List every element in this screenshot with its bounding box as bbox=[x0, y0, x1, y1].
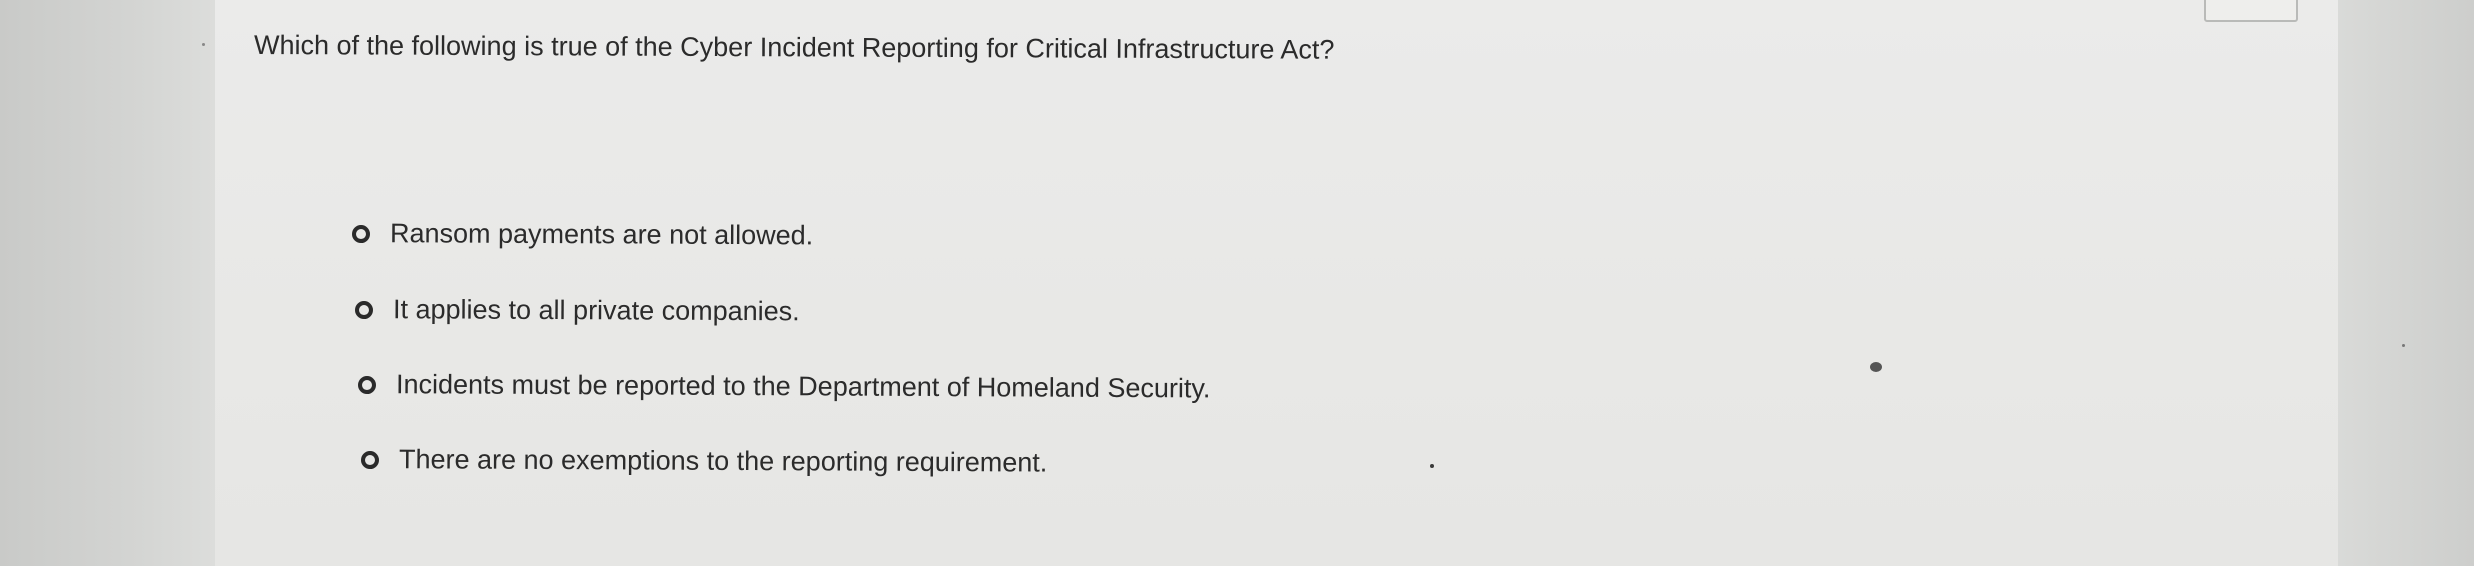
answer-option-3[interactable] bbox=[358, 369, 1211, 404]
quiz-panel bbox=[215, 0, 2338, 566]
question-text: Which of the following is true of the Cyber Incident Reporting for Critical Infrastructure Act? bbox=[253, 30, 1335, 65]
answer-option-label: Incidents must be reported to the Department of Homeland Security. bbox=[395, 369, 1211, 404]
answer-option-label: It applies to all private companies. bbox=[392, 294, 800, 327]
screen-dust-speck bbox=[202, 43, 205, 46]
left-margin-shade bbox=[0, 0, 215, 566]
answer-option-4[interactable] bbox=[361, 444, 1048, 479]
radio-button[interactable] bbox=[355, 301, 373, 319]
radio-button[interactable] bbox=[361, 451, 379, 469]
radio-button[interactable] bbox=[358, 376, 376, 394]
answer-option-label: There are no exemptions to the reporting requirement. bbox=[398, 444, 1048, 478]
radio-button[interactable] bbox=[352, 225, 370, 243]
top-right-button[interactable] bbox=[2204, 0, 2298, 22]
screen-dust-speck bbox=[2402, 344, 2405, 347]
screen-dust-speck bbox=[1870, 362, 1882, 372]
right-margin-shade bbox=[2338, 0, 2474, 566]
answer-option-label: Ransom payments are not allowed. bbox=[389, 218, 814, 251]
screen-dust-speck bbox=[1430, 464, 1434, 468]
answer-option-2[interactable] bbox=[355, 294, 800, 327]
answer-option-1[interactable] bbox=[352, 218, 813, 251]
